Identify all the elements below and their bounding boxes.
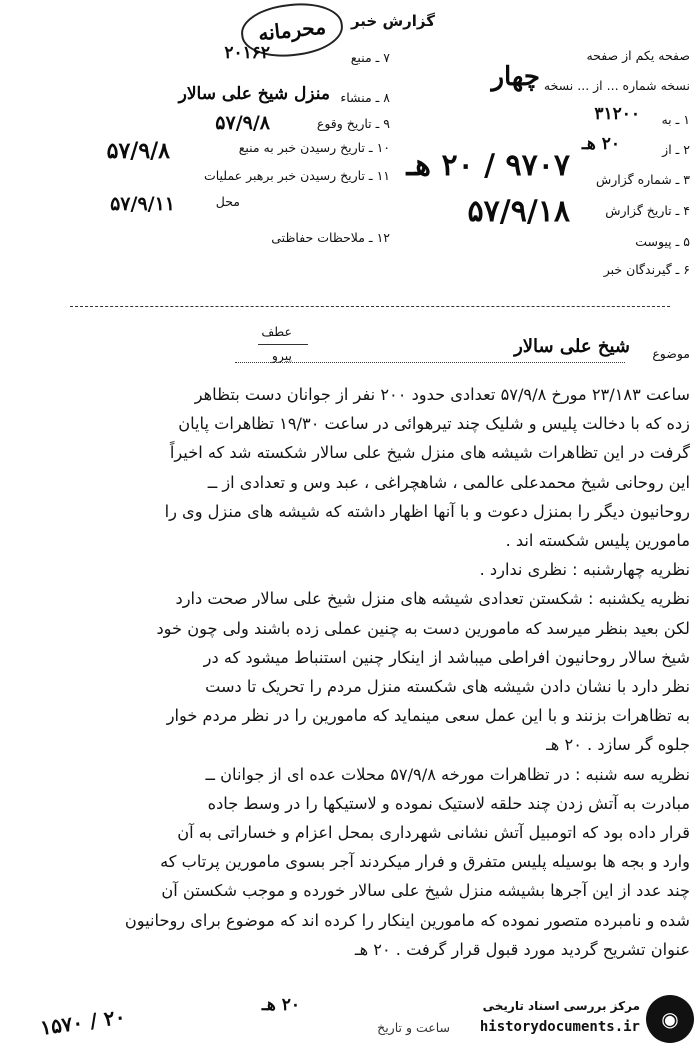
logo-emblem-icon: ◉ <box>646 995 694 1043</box>
subject-value: شیخ علی سالار <box>514 336 630 357</box>
subject-underline <box>235 362 625 363</box>
field-8-value: منزل شیخ علی سالار <box>178 84 330 104</box>
field-9-label: ۹ ـ تاریخ وقوع <box>316 116 390 131</box>
field-7-label: ۷ ـ منبع <box>350 50 390 65</box>
field-1-value: ۳۱۲۰۰ <box>594 104 640 124</box>
body-line: لکن بعید بنظر میرسد که مامورین دست به چنین عملی زده باشند ولی چون خود <box>156 618 690 638</box>
report-title-area <box>245 4 435 50</box>
field-7-value: ۲۰۱۶۲ <box>224 43 270 63</box>
body-line: به تظاهرات بزنند و با این عمل سعی مینماید که مامورین را در نظر مردم خوار <box>166 706 690 726</box>
subject-label: موضوع <box>652 346 690 361</box>
body-line: مبادرت به آتش زدن چند حلقه لاستیک نموده و لاستیکها را در وسط جاده <box>207 793 690 813</box>
body-line: نظریه یکشنبه : شکستن تعدادی شیشه های منزل شیخ علی سالار صحت دارد <box>175 589 690 609</box>
body-line: زده که با دخالت پلیس و شلیک چند تیرهوائی در ساعت ۱۹/۳۰ تظاهرات پایان <box>178 414 690 434</box>
field-12-label: ۱۲ ـ ملاحظات حفاظتی <box>271 230 390 245</box>
body-line: نظریه سه شنبه : در تظاهرات مورخه ۵۷/۹/۸ محلات عده ای از جوانان ــ <box>205 764 690 784</box>
report-title: گزارش خبر <box>350 12 435 30</box>
body-line: روحانیون دیگر را بمنزل دعوت و با آنها اظهار داشته که شیشه های منزل وی را <box>164 501 690 521</box>
archive-logo <box>479 985 694 1045</box>
body-line: این روحانی شیخ محمدعلی عالمی ، شاهچراغی ، عبد وس و تعدادی از ــ <box>207 472 690 492</box>
logo-url: historydocuments.ir <box>479 1019 640 1035</box>
field-2-value: ۲۰ هـ <box>581 134 620 154</box>
report-body <box>10 380 690 964</box>
archive-number: ۱۵۷۰ / ۲۰ <box>38 1004 127 1040</box>
logo-text: مرکز بررسی اسناد تاریخی <box>482 999 640 1013</box>
field-4-label: ۴ ـ تاریخ گزارش <box>605 203 690 218</box>
margin-note-bottom: پیرو <box>271 348 292 363</box>
field-10-label: ۱۰ ـ تاریخ رسیدن خبر به منبع <box>238 140 390 155</box>
page-info: صفحه یکم از صفحه <box>586 48 690 63</box>
signature-note: ۲۰ هـ <box>261 995 300 1015</box>
body-line: وارد و بجه ها بوسیله پلیس متفرق و فرار میکردند آجر بسوی مامورین پرتاب که <box>160 852 690 872</box>
field-1-label: ۱ ـ به <box>661 112 690 127</box>
field-2-label: ۲ ـ از <box>662 142 690 157</box>
field-3-label: ۳ ـ شماره گزارش <box>595 172 690 187</box>
bottom-note: ساعت و تاریخ <box>377 1020 450 1035</box>
header-divider <box>70 306 670 307</box>
copy-info: نسخه شماره ... از ... نسخه <box>543 78 690 93</box>
body-line: جلوه گر سازد . ۲۰ هـ <box>546 735 690 755</box>
field-3-value: ۹۷۰۷ / ۲۰ هـ <box>406 148 570 183</box>
body-line: شده و نامبرده متصور نموده که مامورین اینکار را کرده اند که موضوع برای روحانیون <box>124 910 690 930</box>
field-6-label: ۶ ـ گیرندگان خبر <box>603 262 690 277</box>
body-line: نظر دارد با نشان دادن شیشه های شکسته منزل مردم را تحریک تا دست <box>205 677 690 697</box>
body-line: نظریه چهارشنبه : نظری ندارد . <box>479 560 690 580</box>
margin-note-line <box>258 344 308 345</box>
field-11-label: ۱۱ ـ تاریخ رسیدن خبر برهبر عملیات <box>203 168 390 183</box>
body-line: مامورین پلیس شکسته اند . <box>505 531 690 551</box>
copy-value: چهار <box>491 62 540 92</box>
margin-note-top: عطف <box>261 324 292 339</box>
field-9-value: ۵۷/۹/۸ <box>215 112 270 134</box>
body-line: ساعت ۲۳/۱۸۳ مورخ ۵۷/۹/۸ تعدادی حدود ۲۰۰ نفر از جوانان دست بتظاهر <box>194 385 690 404</box>
body-line: شیخ سالار روحانیون افراطی میباشد از اینکار چنین استنباط میشود که در <box>203 647 690 667</box>
field-4-value: ۵۷/۹/۱۸ <box>467 194 570 229</box>
field-5-label: ۵ ـ پیوست <box>635 234 690 249</box>
field-10-value: ۵۷/۹/۸ <box>106 138 170 164</box>
field-11-value: ۵۷/۹/۱۱ <box>110 193 175 215</box>
field-8-label: ۸ ـ منشاء <box>340 90 390 105</box>
body-line: عنوان تشریح گردید مورد قبول قرار گرفت . ۲۰ هـ <box>354 939 690 959</box>
field-11-place: محل <box>215 194 240 209</box>
body-line: قرار داده بود که اتومبیل آتش نشانی شهرداری بمحل اعزام و خساراتی به آن <box>177 823 690 843</box>
stamp-text: محرمانه <box>257 14 327 46</box>
body-line: چند عدد از این آجرها بشیشه منزل شیخ علی سالار خورده و موجب شکستن آن <box>161 881 690 901</box>
body-line: گرفت در این تظاهرات شیشه های منزل شیخ علی سالار شکسته شد که اخیراً <box>169 443 690 463</box>
